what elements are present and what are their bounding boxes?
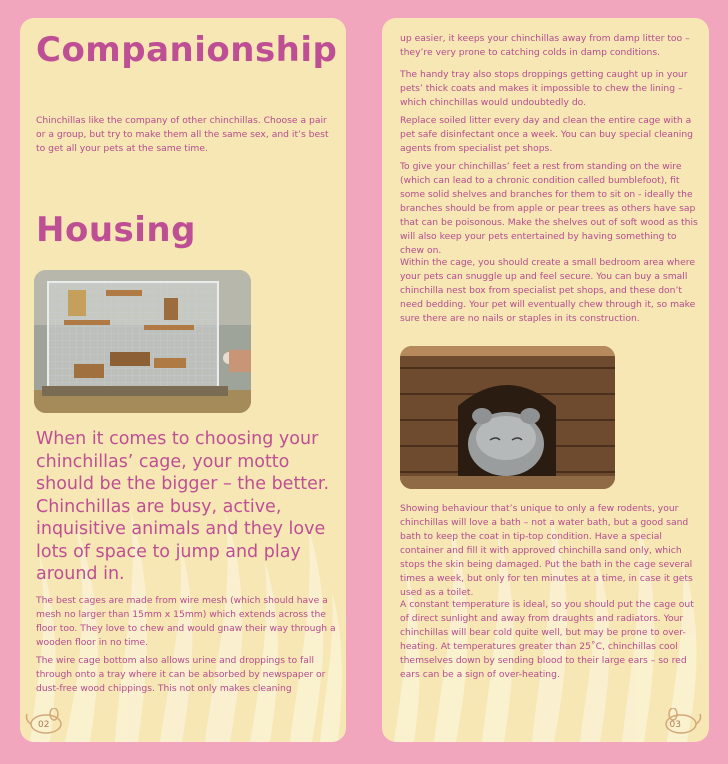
page-number-right: 03 <box>669 720 681 730</box>
right-page <box>382 18 709 742</box>
cage-image <box>34 270 251 413</box>
nest-box-photo <box>400 346 615 489</box>
housing-heading: Housing <box>36 210 196 250</box>
companionship-text: Chinchillas like the company of other chinchillas. Choose a pair or a group, but try to make them all the same sex, and it’s best to get all your pets at the same time. <box>36 115 329 154</box>
chinchilla-icon <box>661 708 703 734</box>
paragraph-7: A constant temperature is ideal, so you should put the cage out of direct sunlight and away from draughts and radiators. Your chinchillas will bear cold quite well, but may be prone to over-heating. At temperatures greater than 25˚C, chinchillas cool themselves down by sending blood to their large ears – so red ears can be a sign of over-heating. <box>400 599 694 680</box>
nest-box-image <box>400 346 615 489</box>
cage-photo <box>34 270 251 413</box>
page-number-left: 02 <box>38 720 50 730</box>
paragraph-3: Replace soiled litter every day and clean the entire cage with a pet safe disinfectant once a week. You can buy special cleaning agents from specialist pet shops. <box>400 115 693 154</box>
paragraph-6: Showing behaviour that’s unique to only a few rodents, your chinchillas will love a bath – not a water bath, but a good sand bath to keep the coat in tip-top condition. Have a special container and fill it with approved chinchilla sand only, which stops the skin being damaged. Put the bath in the cage several times a week, but only for ten minutes at a time, in case it gets used as a toilet. <box>400 503 693 598</box>
paragraph-4: To give your chinchillas’ feet a rest from standing on the wire (which can lead to a chronic condition called bumblefoot), fit some solid shelves and branches for them to sit on - ideally the branches should be from apple or pear trees as others have sap that can be poisonous. Make the shelves out of soft wood as this will also keep your pets entertained by having something to chew on. <box>400 161 698 256</box>
cage-paragraph-1: The best cages are made from wire mesh (which should have a mesh no larger than 15mm x 15mm) which extends across the floor too. They love to chew and would gnaw their way through a wooden floor in no time. <box>36 595 336 648</box>
paragraph-1: up easier, it keeps your chinchillas away from damp litter too – they’re very prone to catching colds in damp conditions. <box>400 33 690 58</box>
housing-lead-text: When it comes to choosing your chinchillas’ cage, your motto should be the bigger – the better. Chinchillas are busy, active, inquisitive animals and they love lots of space to jump and play around in. <box>36 429 330 584</box>
companionship-heading: Companionship <box>36 30 338 70</box>
paragraph-5: Within the cage, you should create a small bedroom area where your pets can snuggle up and feel secure. You can buy a small chinchilla nest box from specialist pet shops, and these don’t need bedding. Your pet will eventually chew through it, so make sure there are no nails or staples in its construction. <box>400 257 696 324</box>
cage-paragraph-2: The wire cage bottom also allows urine and droppings to fall through onto a tray where it can be absorbed by newspaper or dust-free wood chippings. This not only makes cleaning <box>36 655 326 694</box>
paragraph-2: The handy tray also stops droppings getting caught up in your pets’ thick coats and makes it impossible to chew the lining – which chinchillas would undoubtedly do. <box>400 69 688 108</box>
left-page <box>20 18 346 742</box>
